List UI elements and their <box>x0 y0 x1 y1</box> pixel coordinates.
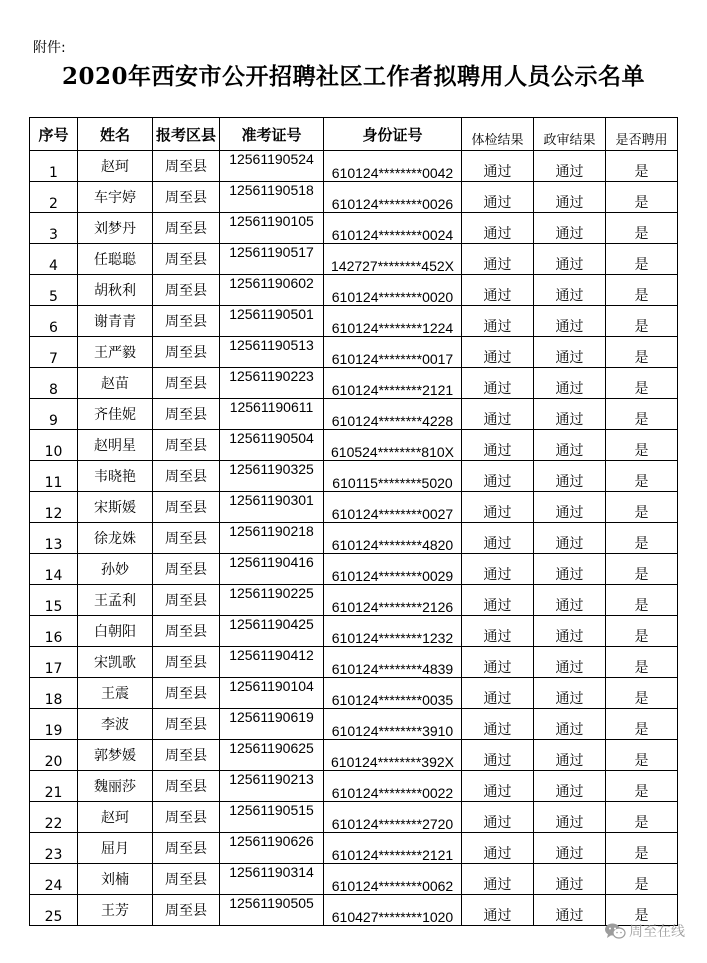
cell-physical-result: 通过 <box>462 709 534 740</box>
cell-hired: 是 <box>606 523 678 554</box>
cell-hired: 是 <box>606 771 678 802</box>
cell-seq: 6 <box>30 306 78 337</box>
header-name: 姓名 <box>78 118 153 151</box>
cell-name: 韦晓艳 <box>78 461 153 492</box>
cell-name: 王严毅 <box>78 337 153 368</box>
cell-id-no: 610124********0026 <box>324 182 462 213</box>
table-row <box>30 864 678 895</box>
cell-seq: 24 <box>30 864 78 895</box>
cell-exam-no: 12561190505 <box>220 895 324 926</box>
cell-physical-result: 通过 <box>462 337 534 368</box>
cell-id-no: 610124********0062 <box>324 864 462 895</box>
cell-hired: 是 <box>606 647 678 678</box>
cell-physical-result: 通过 <box>462 430 534 461</box>
cell-seq: 11 <box>30 461 78 492</box>
cell-exam-no: 12561190625 <box>220 740 324 771</box>
cell-county: 周至县 <box>153 461 220 492</box>
cell-county: 周至县 <box>153 647 220 678</box>
cell-political-result: 通过 <box>534 306 606 337</box>
cell-hired: 是 <box>606 895 678 926</box>
cell-hired: 是 <box>606 182 678 213</box>
header-seq: 序号 <box>30 118 78 151</box>
cell-name: 刘梦丹 <box>78 213 153 244</box>
cell-seq: 14 <box>30 554 78 585</box>
cell-id-no: 610124********0027 <box>324 492 462 523</box>
cell-county: 周至县 <box>153 554 220 585</box>
cell-political-result: 通过 <box>534 678 606 709</box>
cell-exam-no: 12561190213 <box>220 771 324 802</box>
cell-political-result: 通过 <box>534 740 606 771</box>
cell-political-result: 通过 <box>534 647 606 678</box>
cell-id-no: 610124********0017 <box>324 337 462 368</box>
cell-hired: 是 <box>606 709 678 740</box>
cell-hired: 是 <box>606 275 678 306</box>
cell-id-no: 610124********1232 <box>324 616 462 647</box>
cell-seq: 2 <box>30 182 78 213</box>
cell-county: 周至县 <box>153 244 220 275</box>
cell-political-result: 通过 <box>534 523 606 554</box>
table-row <box>30 616 678 647</box>
cell-political-result: 通过 <box>534 244 606 275</box>
cell-exam-no: 12561190425 <box>220 616 324 647</box>
cell-county: 周至县 <box>153 492 220 523</box>
cell-physical-result: 通过 <box>462 306 534 337</box>
cell-county: 周至县 <box>153 306 220 337</box>
cell-seq: 4 <box>30 244 78 275</box>
cell-seq: 19 <box>30 709 78 740</box>
table-row <box>30 554 678 585</box>
cell-name: 车宇婷 <box>78 182 153 213</box>
cell-physical-result: 通过 <box>462 492 534 523</box>
cell-political-result: 通过 <box>534 864 606 895</box>
cell-seq: 16 <box>30 616 78 647</box>
cell-county: 周至县 <box>153 771 220 802</box>
cell-id-no: 610124********0029 <box>324 554 462 585</box>
table-row <box>30 523 678 554</box>
cell-seq: 10 <box>30 430 78 461</box>
cell-id-no: 610115********5020 <box>324 461 462 492</box>
cell-name: 赵苗 <box>78 368 153 399</box>
cell-name: 赵明星 <box>78 430 153 461</box>
cell-name: 刘楠 <box>78 864 153 895</box>
cell-seq: 1 <box>30 151 78 182</box>
cell-hired: 是 <box>606 213 678 244</box>
cell-exam-no: 12561190504 <box>220 430 324 461</box>
cell-name: 胡秋利 <box>78 275 153 306</box>
cell-political-result: 通过 <box>534 833 606 864</box>
cell-id-no: 610524********810X <box>324 430 462 461</box>
cell-county: 周至县 <box>153 864 220 895</box>
cell-exam-no: 12561190225 <box>220 585 324 616</box>
cell-exam-no: 12561190524 <box>220 151 324 182</box>
cell-political-result: 通过 <box>534 554 606 585</box>
cell-hired: 是 <box>606 244 678 275</box>
cell-name: 齐佳妮 <box>78 399 153 430</box>
cell-physical-result: 通过 <box>462 895 534 926</box>
table-row <box>30 399 678 430</box>
cell-id-no: 610124********1224 <box>324 306 462 337</box>
header-physical-result: 体检结果 <box>462 118 534 151</box>
cell-seq: 25 <box>30 895 78 926</box>
table-row <box>30 492 678 523</box>
cell-id-no: 610124********4228 <box>324 399 462 430</box>
cell-hired: 是 <box>606 337 678 368</box>
cell-political-result: 通过 <box>534 275 606 306</box>
cell-county: 周至县 <box>153 523 220 554</box>
cell-physical-result: 通过 <box>462 213 534 244</box>
cell-seq: 21 <box>30 771 78 802</box>
table-row <box>30 244 678 275</box>
cell-county: 周至县 <box>153 399 220 430</box>
cell-county: 周至县 <box>153 275 220 306</box>
cell-hired: 是 <box>606 864 678 895</box>
cell-county: 周至县 <box>153 802 220 833</box>
table-body <box>30 151 678 926</box>
cell-county: 周至县 <box>153 895 220 926</box>
cell-physical-result: 通过 <box>462 399 534 430</box>
cell-name: 谢青青 <box>78 306 153 337</box>
cell-political-result: 通过 <box>534 368 606 399</box>
cell-id-no: 610124********0042 <box>324 151 462 182</box>
table-row <box>30 833 678 864</box>
cell-name: 屈月 <box>78 833 153 864</box>
cell-political-result: 通过 <box>534 151 606 182</box>
table-row <box>30 368 678 399</box>
cell-id-no: 610124********0020 <box>324 275 462 306</box>
cell-name: 郭梦媛 <box>78 740 153 771</box>
cell-id-no: 610124********2121 <box>324 368 462 399</box>
cell-political-result: 通过 <box>534 337 606 368</box>
cell-hired: 是 <box>606 492 678 523</box>
table-row <box>30 771 678 802</box>
cell-exam-no: 12561190325 <box>220 461 324 492</box>
cell-physical-result: 通过 <box>462 244 534 275</box>
table-row <box>30 151 678 182</box>
cell-hired: 是 <box>606 368 678 399</box>
cell-political-result: 通过 <box>534 399 606 430</box>
table-row <box>30 430 678 461</box>
cell-exam-no: 12561190518 <box>220 182 324 213</box>
cell-seq: 5 <box>30 275 78 306</box>
cell-seq: 3 <box>30 213 78 244</box>
table-row <box>30 337 678 368</box>
table-row <box>30 275 678 306</box>
table-row <box>30 585 678 616</box>
cell-county: 周至县 <box>153 151 220 182</box>
cell-physical-result: 通过 <box>462 461 534 492</box>
cell-exam-no: 12561190218 <box>220 523 324 554</box>
cell-political-result: 通过 <box>534 213 606 244</box>
cell-id-no: 610124********0035 <box>324 678 462 709</box>
cell-hired: 是 <box>606 585 678 616</box>
attachment-label: 附件: <box>33 40 66 56</box>
cell-id-no: 610124********0024 <box>324 213 462 244</box>
cell-county: 周至县 <box>153 585 220 616</box>
cell-exam-no: 12561190104 <box>220 678 324 709</box>
cell-county: 周至县 <box>153 678 220 709</box>
cell-exam-no: 12561190412 <box>220 647 324 678</box>
cell-political-result: 通过 <box>534 802 606 833</box>
cell-name: 徐龙姝 <box>78 523 153 554</box>
cell-physical-result: 通过 <box>462 802 534 833</box>
cell-exam-no: 12561190517 <box>220 244 324 275</box>
cell-hired: 是 <box>606 740 678 771</box>
cell-seq: 12 <box>30 492 78 523</box>
cell-name: 孙妙 <box>78 554 153 585</box>
cell-physical-result: 通过 <box>462 616 534 647</box>
table-row <box>30 647 678 678</box>
cell-physical-result: 通过 <box>462 523 534 554</box>
cell-id-no: 610124********0022 <box>324 771 462 802</box>
cell-id-no: 610427********1020 <box>324 895 462 926</box>
cell-name: 王震 <box>78 678 153 709</box>
cell-exam-no: 12561190223 <box>220 368 324 399</box>
cell-hired: 是 <box>606 833 678 864</box>
cell-exam-no: 12561190626 <box>220 833 324 864</box>
table-row <box>30 678 678 709</box>
cell-county: 周至县 <box>153 709 220 740</box>
cell-political-result: 通过 <box>534 709 606 740</box>
table-row <box>30 740 678 771</box>
cell-exam-no: 12561190416 <box>220 554 324 585</box>
cell-id-no: 610124********392X <box>324 740 462 771</box>
cell-exam-no: 12561190619 <box>220 709 324 740</box>
wechat-icon <box>604 922 626 940</box>
cell-hired: 是 <box>606 430 678 461</box>
cell-physical-result: 通过 <box>462 151 534 182</box>
cell-name: 王孟利 <box>78 585 153 616</box>
cell-id-no: 610124********4839 <box>324 647 462 678</box>
table-row <box>30 461 678 492</box>
cell-physical-result: 通过 <box>462 771 534 802</box>
cell-name: 魏丽莎 <box>78 771 153 802</box>
header-hired: 是否聘用 <box>606 118 678 151</box>
cell-seq: 15 <box>30 585 78 616</box>
cell-physical-result: 通过 <box>462 833 534 864</box>
cell-hired: 是 <box>606 461 678 492</box>
cell-political-result: 通过 <box>534 771 606 802</box>
header-county: 报考区县 <box>153 118 220 151</box>
cell-political-result: 通过 <box>534 616 606 647</box>
cell-exam-no: 12561190513 <box>220 337 324 368</box>
cell-exam-no: 12561190301 <box>220 492 324 523</box>
cell-name: 宋斯媛 <box>78 492 153 523</box>
cell-physical-result: 通过 <box>462 554 534 585</box>
cell-id-no: 610124********2121 <box>324 833 462 864</box>
cell-name: 宋凯歌 <box>78 647 153 678</box>
cell-id-no: 610124********4820 <box>324 523 462 554</box>
table-row <box>30 802 678 833</box>
cell-exam-no: 12561190105 <box>220 213 324 244</box>
cell-name: 王芳 <box>78 895 153 926</box>
cell-seq: 17 <box>30 647 78 678</box>
cell-seq: 9 <box>30 399 78 430</box>
table-header-row <box>30 118 678 151</box>
cell-name: 白朝阳 <box>78 616 153 647</box>
cell-seq: 13 <box>30 523 78 554</box>
cell-id-no: 610124********3910 <box>324 709 462 740</box>
cell-county: 周至县 <box>153 213 220 244</box>
cell-physical-result: 通过 <box>462 740 534 771</box>
cell-exam-no: 12561190501 <box>220 306 324 337</box>
cell-name: 李波 <box>78 709 153 740</box>
header-id-no: 身份证号 <box>324 118 462 151</box>
cell-seq: 7 <box>30 337 78 368</box>
cell-seq: 8 <box>30 368 78 399</box>
cell-seq: 23 <box>30 833 78 864</box>
header-political-result: 政审结果 <box>534 118 606 151</box>
cell-county: 周至县 <box>153 616 220 647</box>
cell-county: 周至县 <box>153 182 220 213</box>
cell-county: 周至县 <box>153 337 220 368</box>
cell-hired: 是 <box>606 306 678 337</box>
page-title: 2020年西安市公开招聘社区工作者拟聘用人员公示名单 <box>61 63 645 90</box>
cell-political-result: 通过 <box>534 492 606 523</box>
cell-hired: 是 <box>606 616 678 647</box>
cell-physical-result: 通过 <box>462 864 534 895</box>
cell-county: 周至县 <box>153 430 220 461</box>
roster-table <box>29 117 678 926</box>
table-row <box>30 213 678 244</box>
table-row <box>30 182 678 213</box>
cell-political-result: 通过 <box>534 430 606 461</box>
cell-id-no: 610124********2126 <box>324 585 462 616</box>
cell-political-result: 通过 <box>534 461 606 492</box>
cell-seq: 18 <box>30 678 78 709</box>
cell-exam-no: 12561190611 <box>220 399 324 430</box>
cell-hired: 是 <box>606 399 678 430</box>
cell-id-no: 142727********452X <box>324 244 462 275</box>
cell-physical-result: 通过 <box>462 647 534 678</box>
cell-hired: 是 <box>606 802 678 833</box>
cell-exam-no: 12561190602 <box>220 275 324 306</box>
cell-county: 周至县 <box>153 740 220 771</box>
cell-name: 赵珂 <box>78 151 153 182</box>
cell-name: 赵珂 <box>78 802 153 833</box>
cell-seq: 22 <box>30 802 78 833</box>
cell-physical-result: 通过 <box>462 678 534 709</box>
cell-hired: 是 <box>606 554 678 585</box>
cell-county: 周至县 <box>153 368 220 399</box>
cell-political-result: 通过 <box>534 895 606 926</box>
cell-political-result: 通过 <box>534 182 606 213</box>
cell-hired: 是 <box>606 678 678 709</box>
cell-political-result: 通过 <box>534 585 606 616</box>
table-row <box>30 709 678 740</box>
table-row <box>30 306 678 337</box>
header-exam-no: 准考证号 <box>220 118 324 151</box>
cell-county: 周至县 <box>153 833 220 864</box>
cell-physical-result: 通过 <box>462 368 534 399</box>
table-row <box>30 895 678 926</box>
cell-physical-result: 通过 <box>462 275 534 306</box>
cell-exam-no: 12561190515 <box>220 802 324 833</box>
cell-name: 任聪聪 <box>78 244 153 275</box>
cell-physical-result: 通过 <box>462 585 534 616</box>
watermark-text: 周至在线 <box>629 924 685 940</box>
cell-physical-result: 通过 <box>462 182 534 213</box>
cell-id-no: 610124********2720 <box>324 802 462 833</box>
cell-seq: 20 <box>30 740 78 771</box>
cell-hired: 是 <box>606 151 678 182</box>
watermark <box>604 921 685 941</box>
cell-exam-no: 12561190314 <box>220 864 324 895</box>
